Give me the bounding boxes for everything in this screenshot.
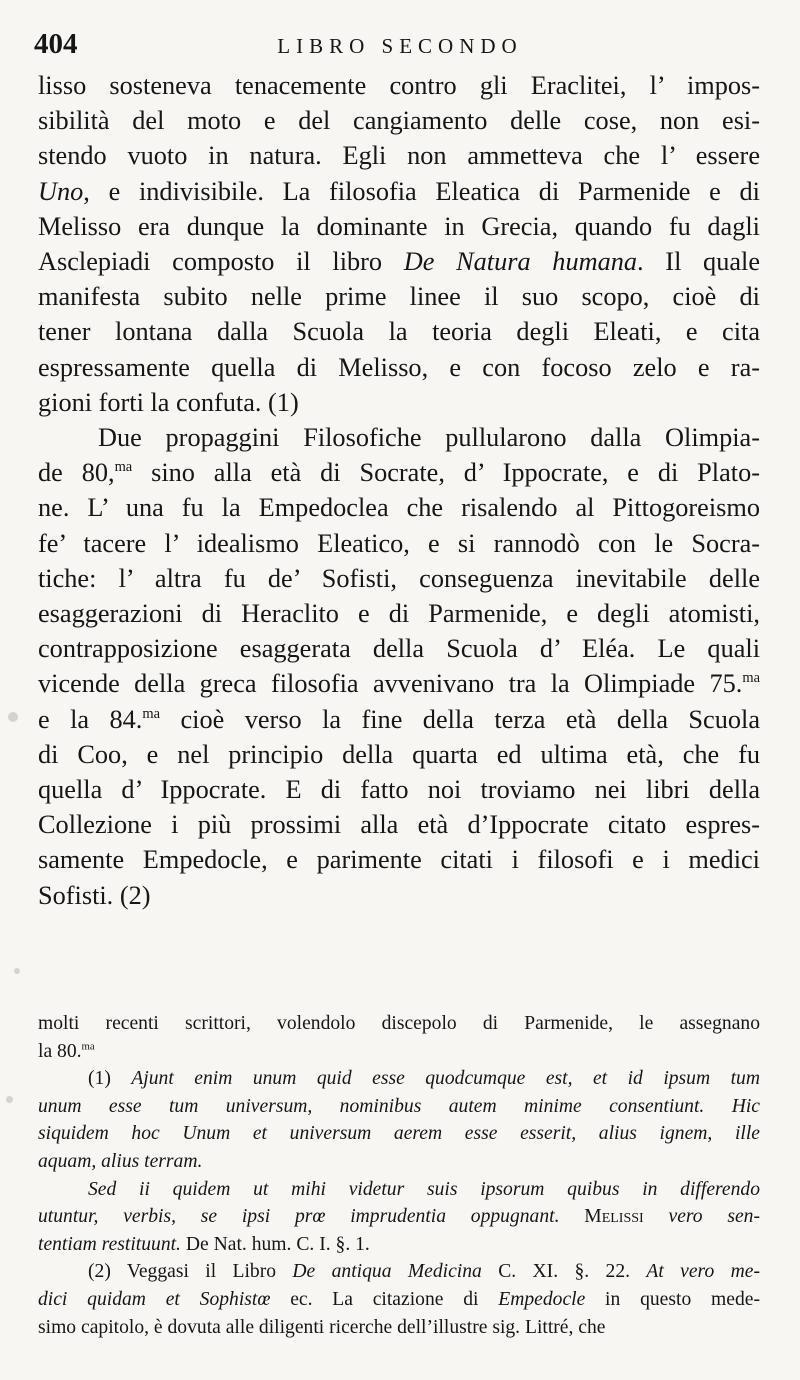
footnote-2-line: dici quidam et Sophistœ ec. La citazione di Empedocle in questo mede- — [38, 1288, 760, 1310]
body-line: tiche: l’ altra fu de’ Sofisti, conseguenza inevitabile delle — [38, 563, 760, 593]
running-head: LIBRO SECONDO — [277, 34, 523, 58]
footnote-2-line: simo capitolo, è dovuta alle diligenti ricerche dell’illustre sig. Littré, che — [38, 1316, 606, 1338]
body-line: fe’ tacere l’ idealismo Eleatico, e si rannodò con le Socra- — [38, 528, 760, 558]
body-line: Uno, e indivisibile. La filosofia Eleatica di Parmenide e di — [38, 176, 760, 206]
body-line: ne. L’ una fu la Empedoclea che risalendo al Pittogoreismo — [38, 493, 760, 523]
body-line: Asclepiadi composto il libro De Natura humana. Il quale — [38, 247, 761, 277]
body-line: stendo vuoto in natura. Egli non ammetteva che l’ essere — [38, 141, 760, 171]
body-line: contrapposizione esaggerata della Scuola d’ Eléa. Le quali — [38, 634, 760, 664]
paper-speck — [6, 1096, 13, 1103]
body-line: vicende della greca filosofia avvenivano tra la Olimpiade 75.$^{ma}$ — [38, 669, 760, 699]
body-line: de 80,$^{ma}$ sino alla età di Socrate, d’ Ippocrate, e di Plato- — [38, 458, 760, 488]
body-line: esaggerazioni di Heraclito e di Parmenide, e degli atomisti, — [38, 599, 760, 629]
body-line: lisso sosteneva tenacemente contro gli Eraclitei, l’ impos- — [38, 71, 760, 100]
body-line: manifesta subito nelle prime linee il suo scopo, cioè di — [38, 282, 760, 312]
body-line: tener lontana dalla Scuola la teoria degli Eleati, e cita — [38, 317, 760, 347]
body-line: Sofisti. (2) — [38, 880, 151, 910]
footnotes — [38, 1010, 760, 1341]
body-line: samente Empedocle, e parimente citati i filosofi e i medici — [38, 845, 760, 875]
body-line: quella d’ Ippocrate. E di fatto noi troviamo nei libri della — [38, 775, 760, 805]
body-line: Due propaggini Filosofiche pullularono dalla Olimpia- — [98, 423, 760, 453]
main-text — [38, 68, 760, 913]
body-line: e la 84.$^{ma}$ cioè verso la fine della terza età della Scuola — [38, 704, 761, 734]
body-line: Collezione i più prossimi alla età d’Ippocrate citato espres- — [38, 810, 760, 840]
footnote-1b-line: tentiam restituunt. De Nat. hum. C. I. §. 1. — [38, 1233, 370, 1255]
footnote-1-line: siquidem hoc Unum et universum aerem esse esserit, alius ignem, ille — [38, 1123, 760, 1145]
footnote-continuation-line: la 80.$^{ma}$ — [38, 1040, 95, 1062]
body-line: di Coo, e nel principio della quarta ed ultima età, che fu — [38, 739, 760, 769]
footnote-1-line: aquam, alius terram. — [38, 1150, 203, 1172]
footnote-1-line: unum esse tum universum, nominibus autem minime consentiunt. Hic — [38, 1095, 760, 1117]
body-line: sibilità del moto e del cangiamento delle cose, non esi- — [38, 106, 760, 136]
footnote-1b-line: Sed ii quidem ut mihi videtur suis ipsorum quibus in differendo — [88, 1178, 760, 1200]
page-header — [34, 28, 766, 64]
footnote-1-line: (1) Ajunt enim unum quid esse quodcumque est, et id ipsum tum — [88, 1068, 760, 1090]
body-line: espressamente quella di Melisso, e con focoso zelo e ra- — [38, 352, 760, 382]
page-number: 404 — [34, 28, 78, 60]
footnote-1b-line: utuntur, verbis, se ipsi prœ imprudentia oppugnant. Melissi vero sen- — [38, 1206, 761, 1228]
paper-speck — [14, 968, 20, 974]
body-line: gioni forti la confuta. (1) — [38, 387, 299, 417]
body-line: Melisso era dunque la dominante in Grecia, quando fu dagli — [38, 211, 760, 241]
footnote-2-line: (2) Veggasi il Libro De antiqua Medicina C. XI. §. 22. At vero me- — [88, 1261, 760, 1283]
paper-speck — [8, 712, 18, 722]
footnote-continuation-line: molti recenti scrittori, volendolo discepolo di Parmenide, le assegnano — [38, 1013, 760, 1034]
